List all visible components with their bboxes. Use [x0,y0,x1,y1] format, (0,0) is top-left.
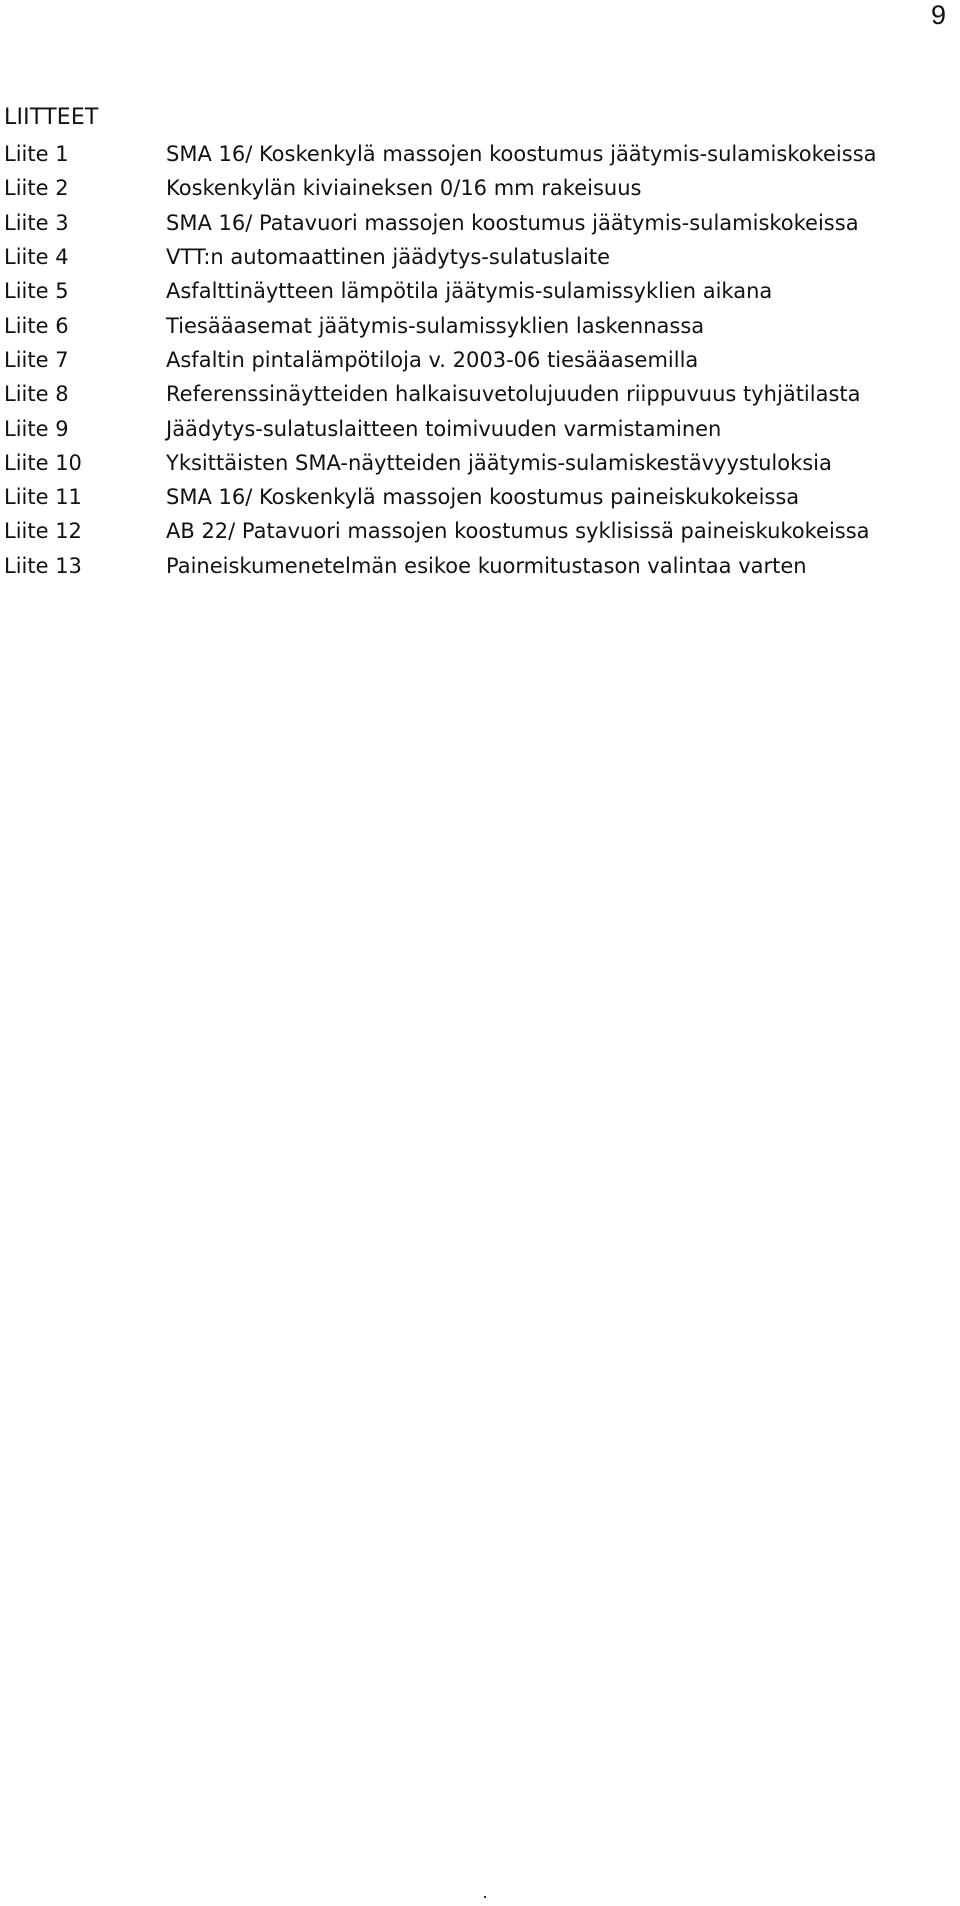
appendix-row [4,171,944,205]
appendix-label: Liite 7 [4,347,69,372]
appendix-title: SMA 16/ Koskenkylä massojen koostumus jäätymis-sulamiskokeissa [166,142,877,167]
appendix-label: Liite 2 [4,176,69,201]
appendix-row [4,514,944,548]
appendix-label: Liite 5 [4,279,69,304]
appendix-row [4,240,944,274]
appendix-row [4,206,944,240]
appendix-label: Liite 1 [4,142,69,167]
appendix-label: Liite 6 [4,313,69,338]
appendix-title: Paineiskumenetelmän esikoe kuormitustason valintaa varten [166,553,807,578]
appendix-row [4,446,944,480]
appendices-heading: LIITTEET [4,105,99,130]
appendix-label: Liite 10 [4,450,82,475]
appendix-title: Tiesääasemat jäätymis-sulamissyklien laskennassa [166,313,705,338]
appendix-label: Liite 13 [4,553,82,578]
appendix-label: Liite 9 [4,416,69,441]
appendix-title: Yksittäisten SMA-näytteiden jäätymis-sulamiskestävyystuloksia [166,450,832,475]
appendix-label: Liite 11 [4,485,82,510]
appendix-label: Liite 12 [4,519,82,544]
appendix-list [4,137,944,583]
appendix-title: SMA 16/ Koskenkylä massojen koostumus paineiskukokeissa [166,485,800,510]
page-number: 9 [930,0,946,30]
appendix-row [4,549,944,583]
appendix-title: VTT:n automaattinen jäädytys-sulatuslaite [166,245,611,270]
appendix-title: Asfaltin pintalämpötiloja v. 2003-06 tiesääasemilla [166,347,699,372]
appendix-row [4,308,944,342]
appendix-title: Referenssinäytteiden halkaisuvetolujuuden riippuvuus tyhjätilasta [166,382,861,407]
appendix-label: Liite 4 [4,245,69,270]
footer-dot [484,1896,486,1898]
appendix-row [4,137,944,171]
appendix-label: Liite 3 [4,210,69,235]
appendix-label: Liite 8 [4,382,69,407]
appendix-title: Koskenkylän kiviaineksen 0/16 mm rakeisuus [166,176,642,201]
appendix-row [4,377,944,411]
appendix-row [4,343,944,377]
appendix-row [4,274,944,308]
appendix-title: Asfalttinäytteen lämpötila jäätymis-sulamissyklien aikana [166,279,773,304]
appendix-title: AB 22/ Patavuori massojen koostumus syklisissä paineiskukokeissa [166,519,870,544]
appendix-row [4,411,944,445]
appendix-row [4,480,944,514]
appendix-title: Jäädytys-sulatuslaitteen toimivuuden varmistaminen [166,416,722,441]
appendix-title: SMA 16/ Patavuori massojen koostumus jäätymis-sulamiskokeissa [166,210,859,235]
